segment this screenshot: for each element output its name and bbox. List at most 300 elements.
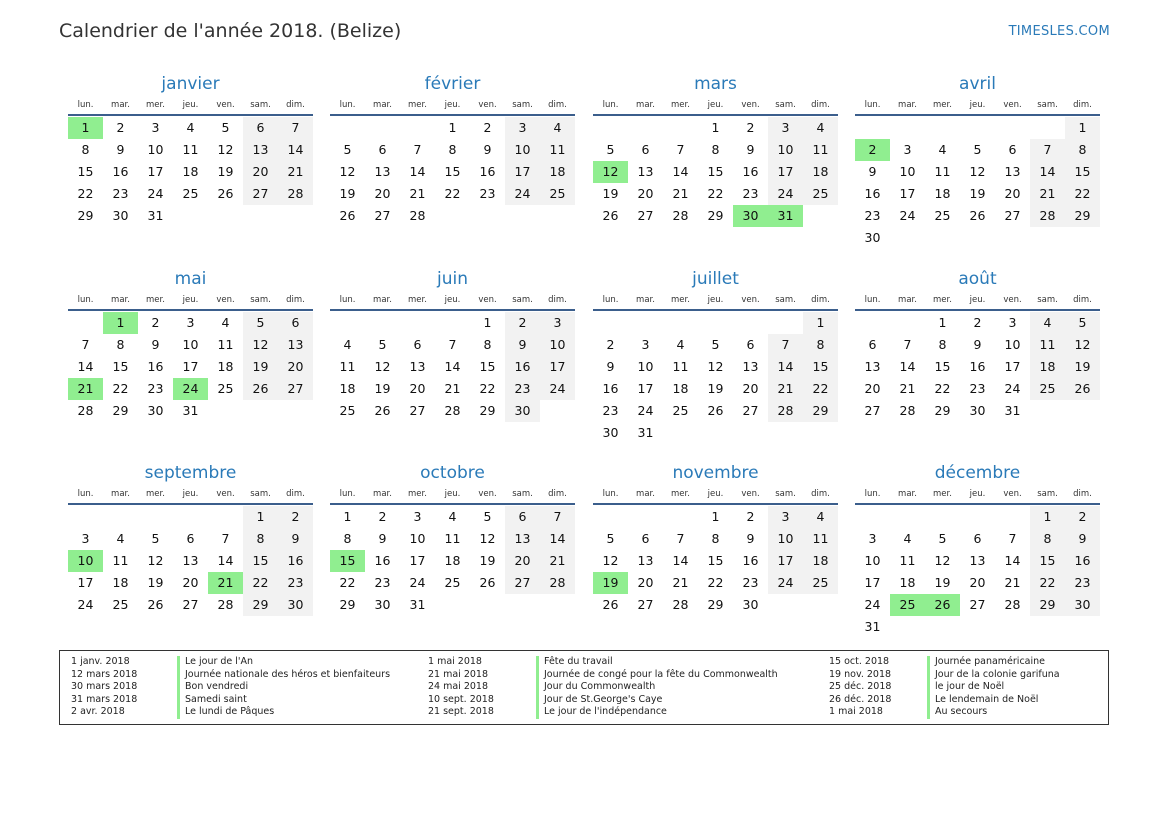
day-cell: 15: [707, 164, 724, 179]
day-cell: 28: [217, 597, 234, 612]
day-cell: 6: [868, 337, 877, 352]
day-cell: 2: [746, 509, 755, 524]
day-cell: 8: [243, 528, 278, 550]
day-cell: 5: [151, 531, 160, 546]
day-cell: 19: [602, 186, 619, 201]
holiday-name: Jour du Commonwealth: [536, 681, 655, 694]
day-cell: 3: [903, 142, 912, 157]
weekday-label: mer.: [408, 489, 427, 499]
day-cell: 9: [746, 142, 755, 157]
day-cell: 13: [243, 139, 278, 161]
day-cell: 16: [742, 553, 759, 568]
month-name: octobre: [420, 463, 485, 483]
legend-row: [71, 668, 391, 682]
weekday-label: sam.: [1037, 295, 1058, 305]
day-cell: 5: [606, 142, 615, 157]
day-cell: 17: [182, 359, 199, 374]
weekday-label: jeu.: [707, 100, 724, 110]
day-cell: 3: [540, 312, 575, 334]
holiday-day-cell: 10: [68, 550, 103, 572]
day-cell: 27: [1004, 208, 1021, 223]
day-cell: 5: [221, 120, 230, 135]
weekday-header: [593, 293, 838, 311]
day-cell: 20: [278, 356, 313, 378]
day-cell: 16: [112, 164, 129, 179]
holiday-day-cell: 21: [208, 572, 243, 594]
weekday-label: sam.: [775, 295, 796, 305]
day-cell: 29: [243, 594, 278, 616]
legend-row: [71, 656, 254, 669]
day-cell: 8: [483, 337, 492, 352]
weekday-label: jeu.: [444, 295, 461, 305]
day-cell: 2: [278, 506, 313, 528]
weekday-label: dim.: [548, 489, 567, 499]
weekday-label: dim.: [1073, 489, 1092, 499]
day-cell: 18: [339, 381, 356, 396]
day-cell: 11: [672, 359, 689, 374]
weekday-label: dim.: [811, 295, 830, 305]
day-cell: 23: [742, 575, 759, 590]
holiday-day-cell: 21: [68, 378, 103, 400]
weekday-label: mer.: [146, 489, 165, 499]
day-cell: 29: [803, 400, 838, 422]
weekday-label: jeu.: [444, 100, 461, 110]
holiday-date: 1 mai 2018: [829, 706, 883, 718]
day-cell: 20: [637, 575, 654, 590]
day-cell: 7: [676, 142, 685, 157]
month-name: juin: [437, 269, 468, 289]
day-cell: 15: [77, 164, 94, 179]
days-grid: [593, 117, 838, 249]
month-name: février: [424, 74, 481, 94]
weekday-header: [330, 293, 575, 311]
day-cell: 10: [409, 531, 426, 546]
day-cell: 22: [803, 378, 838, 400]
month-name: décembre: [934, 463, 1021, 483]
day-cell: 13: [742, 359, 759, 374]
day-cell: 10: [147, 142, 164, 157]
day-cell: 19: [969, 186, 986, 201]
day-cell: 24: [77, 597, 94, 612]
weekday-label: sam.: [775, 100, 796, 110]
weekday-label: mar.: [898, 489, 917, 499]
day-cell: 8: [116, 337, 125, 352]
weekday-label: dim.: [286, 295, 305, 305]
day-cell: 12: [147, 553, 164, 568]
month-10: [330, 462, 575, 638]
weekday-label: lun.: [339, 100, 356, 110]
day-cell: 26: [243, 378, 278, 400]
holiday-date: 24 mai 2018: [428, 681, 489, 693]
day-cell: 1: [1030, 506, 1065, 528]
weekday-label: dim.: [286, 489, 305, 499]
day-cell: 6: [243, 117, 278, 139]
day-cell: 25: [934, 208, 951, 223]
holiday-name: Jour de la colonie garifuna: [927, 669, 1060, 682]
day-cell: 24: [899, 208, 916, 223]
day-cell: 2: [1065, 506, 1100, 528]
weekday-label: sam.: [250, 489, 271, 499]
day-cell: 25: [803, 572, 838, 594]
day-cell: 27: [637, 597, 654, 612]
day-cell: 29: [1030, 594, 1065, 616]
day-cell: 26: [147, 597, 164, 612]
day-cell: 25: [540, 183, 575, 205]
day-cell: 31: [409, 597, 426, 612]
day-cell: 18: [803, 161, 838, 183]
day-cell: 30: [602, 425, 619, 440]
day-cell: 23: [602, 403, 619, 418]
day-cell: 1: [711, 509, 720, 524]
day-cell: 28: [1030, 205, 1065, 227]
day-cell: 13: [637, 553, 654, 568]
weekday-label: mar.: [111, 100, 130, 110]
day-cell: 22: [77, 186, 94, 201]
legend-column: [71, 656, 391, 719]
weekday-header: [68, 293, 313, 311]
day-cell: 16: [147, 359, 164, 374]
holiday-date: 26 déc. 2018: [829, 693, 892, 705]
day-cell: 31: [864, 619, 881, 634]
day-cell: 29: [934, 403, 951, 418]
day-cell: 19: [707, 381, 724, 396]
month-name: janvier: [161, 74, 220, 94]
weekday-label: sam.: [250, 100, 271, 110]
weekday-label: lun.: [864, 295, 881, 305]
day-cell: 27: [505, 572, 540, 594]
day-cell: 7: [903, 337, 912, 352]
weekday-label: mar.: [636, 489, 655, 499]
day-cell: 28: [278, 183, 313, 205]
month-name: août: [958, 269, 997, 289]
holiday-name: le jour de Noël: [927, 681, 1004, 694]
legend-row: [829, 656, 1045, 669]
day-cell: 16: [278, 550, 313, 572]
day-cell: 9: [746, 531, 755, 546]
day-cell: 4: [343, 337, 352, 352]
day-cell: 29: [112, 403, 129, 418]
day-cell: 1: [1065, 117, 1100, 139]
weekday-label: mer.: [146, 100, 165, 110]
weekday-header: [855, 487, 1100, 505]
brand-link[interactable]: TIMESLES.COM: [1008, 24, 1110, 39]
weekday-header: [593, 487, 838, 505]
day-cell: 9: [378, 531, 387, 546]
day-cell: 24: [409, 575, 426, 590]
day-cell: 19: [934, 575, 951, 590]
days-grid: [68, 117, 313, 249]
month-6: [330, 268, 575, 444]
day-cell: 5: [243, 312, 278, 334]
day-cell: 21: [409, 186, 426, 201]
day-cell: 12: [243, 334, 278, 356]
day-cell: 2: [378, 509, 387, 524]
legend-row: [829, 681, 1005, 694]
day-cell: 5: [606, 531, 615, 546]
legend-row: [428, 693, 663, 707]
holiday-day-cell: 31: [768, 205, 803, 227]
weekday-label: sam.: [775, 489, 796, 499]
day-cell: 11: [934, 164, 951, 179]
day-cell: 13: [409, 359, 426, 374]
day-cell: 22: [707, 575, 724, 590]
day-cell: 17: [637, 381, 654, 396]
day-cell: 15: [112, 359, 129, 374]
day-cell: 11: [1030, 334, 1065, 356]
day-cell: 28: [672, 208, 689, 223]
month-name: septembre: [144, 463, 237, 483]
day-cell: 31: [147, 208, 164, 223]
weekday-label: ven.: [1003, 100, 1022, 110]
month-4: [855, 73, 1100, 249]
day-cell: 6: [641, 531, 650, 546]
day-cell: 27: [864, 403, 881, 418]
day-cell: 9: [278, 528, 313, 550]
day-cell: 16: [1065, 550, 1100, 572]
day-cell: 11: [444, 531, 461, 546]
day-cell: 9: [505, 334, 540, 356]
day-cell: 3: [505, 117, 540, 139]
day-cell: 20: [243, 161, 278, 183]
days-grid: [855, 117, 1100, 249]
day-cell: 8: [81, 142, 90, 157]
day-cell: 25: [339, 403, 356, 418]
day-cell: 23: [864, 208, 881, 223]
day-cell: 6: [1008, 142, 1017, 157]
legend-row: [428, 706, 667, 719]
weekday-label: jeu.: [969, 295, 986, 305]
day-cell: 17: [768, 550, 803, 572]
weekday-header: [68, 487, 313, 505]
day-cell: 16: [864, 186, 881, 201]
day-cell: 19: [479, 553, 496, 568]
weekday-label: mer.: [933, 295, 952, 305]
day-cell: 4: [903, 531, 912, 546]
day-cell: 5: [483, 509, 492, 524]
day-cell: 19: [1065, 356, 1100, 378]
holiday-day-cell: 24: [173, 378, 208, 400]
weekday-label: mer.: [933, 100, 952, 110]
month-12: [855, 462, 1100, 638]
day-cell: 14: [672, 164, 689, 179]
month-name: juillet: [692, 269, 739, 289]
day-cell: 4: [540, 117, 575, 139]
day-cell: 21: [1030, 183, 1065, 205]
day-cell: 22: [112, 381, 129, 396]
holiday-date: 2 avr. 2018: [71, 706, 125, 718]
holiday-day-cell: 25: [890, 594, 925, 616]
holiday-name: Le lendemain de Noël: [927, 694, 1038, 707]
day-cell: 26: [479, 575, 496, 590]
month-name: novembre: [672, 463, 759, 483]
weekday-label: lun.: [602, 489, 619, 499]
day-cell: 10: [1004, 337, 1021, 352]
day-cell: 27: [278, 378, 313, 400]
holiday-name: Au secours: [927, 706, 987, 719]
weekday-label: mer.: [408, 295, 427, 305]
day-cell: 2: [746, 120, 755, 135]
days-grid: [330, 506, 575, 638]
day-cell: 28: [768, 400, 803, 422]
day-cell: 29: [479, 403, 496, 418]
month-11: [593, 462, 838, 638]
day-cell: 5: [343, 142, 352, 157]
day-cell: 11: [803, 528, 838, 550]
weekday-label: lun.: [602, 295, 619, 305]
holiday-date: 19 nov. 2018: [829, 668, 892, 680]
weekday-label: jeu.: [182, 295, 199, 305]
weekday-label: mar.: [373, 489, 392, 499]
day-cell: 30: [505, 400, 540, 422]
day-cell: 18: [1030, 356, 1065, 378]
day-cell: 12: [934, 553, 951, 568]
day-cell: 17: [768, 161, 803, 183]
legend-row: [71, 706, 275, 719]
day-cell: 17: [409, 553, 426, 568]
day-cell: 21: [278, 161, 313, 183]
weekday-label: jeu.: [969, 489, 986, 499]
day-cell: 4: [221, 315, 230, 330]
legend-column: [428, 656, 778, 719]
day-cell: 20: [637, 186, 654, 201]
day-cell: 15: [707, 553, 724, 568]
weekday-label: mar.: [373, 295, 392, 305]
day-cell: 11: [339, 359, 356, 374]
day-cell: 25: [1030, 378, 1065, 400]
month-9: [68, 462, 313, 638]
day-cell: 7: [1008, 531, 1017, 546]
day-cell: 27: [409, 403, 426, 418]
weekday-label: ven.: [1003, 295, 1022, 305]
day-cell: 2: [973, 315, 982, 330]
holiday-name: Journée nationale des héros et bienfaiteurs: [177, 669, 390, 682]
weekday-label: sam.: [512, 100, 533, 110]
day-cell: 18: [672, 381, 689, 396]
month-3: [593, 73, 838, 249]
day-cell: 31: [637, 425, 654, 440]
day-cell: 6: [973, 531, 982, 546]
day-cell: 12: [374, 359, 391, 374]
day-cell: 19: [217, 164, 234, 179]
days-grid: [593, 312, 838, 444]
holiday-date: 12 mars 2018: [71, 668, 138, 680]
day-cell: 23: [374, 575, 391, 590]
day-cell: 10: [768, 139, 803, 161]
day-cell: 9: [1065, 528, 1100, 550]
day-cell: 22: [243, 572, 278, 594]
day-cell: 7: [221, 531, 230, 546]
day-cell: 13: [505, 528, 540, 550]
day-cell: 21: [1004, 575, 1021, 590]
holiday-name: Samedi saint: [177, 694, 247, 707]
holiday-name: Journée de congé pour la fête du Commonwealth: [536, 669, 778, 682]
day-cell: 11: [182, 142, 199, 157]
day-cell: 12: [479, 531, 496, 546]
day-cell: 26: [374, 403, 391, 418]
day-cell: 2: [606, 337, 615, 352]
weekday-label: ven.: [216, 100, 235, 110]
holiday-day-cell: 1: [68, 117, 103, 139]
holiday-date: 15 oct. 2018: [829, 656, 890, 667]
day-cell: 7: [768, 334, 803, 356]
holiday-name: Bon vendredi: [177, 681, 248, 694]
weekday-header: [330, 98, 575, 116]
weekday-header: [68, 98, 313, 116]
day-cell: 6: [378, 142, 387, 157]
weekday-header: [855, 293, 1100, 311]
day-cell: 15: [479, 359, 496, 374]
day-cell: 9: [116, 142, 125, 157]
day-cell: 14: [540, 528, 575, 550]
legend-row: [71, 681, 249, 694]
day-cell: 26: [602, 208, 619, 223]
days-grid: [330, 312, 575, 444]
day-cell: 21: [444, 381, 461, 396]
legend-row: [428, 681, 656, 694]
day-cell: 24: [768, 572, 803, 594]
day-cell: 15: [243, 550, 278, 572]
day-cell: 3: [641, 337, 650, 352]
day-cell: 23: [147, 381, 164, 396]
day-cell: 26: [602, 597, 619, 612]
days-grid: [855, 312, 1100, 444]
day-cell: 24: [864, 597, 881, 612]
day-cell: 12: [707, 359, 724, 374]
day-cell: 10: [182, 337, 199, 352]
day-cell: 31: [1004, 403, 1021, 418]
legend-row: [428, 668, 778, 682]
day-cell: 27: [243, 183, 278, 205]
day-cell: 23: [479, 186, 496, 201]
days-grid: [330, 117, 575, 249]
weekday-label: sam.: [512, 489, 533, 499]
day-cell: 4: [803, 117, 838, 139]
holiday-day-cell: 30: [733, 205, 768, 227]
weekday-label: lun.: [339, 489, 356, 499]
day-cell: 20: [374, 186, 391, 201]
day-cell: 8: [343, 531, 352, 546]
weekday-label: mar.: [636, 100, 655, 110]
day-cell: 17: [1004, 359, 1021, 374]
weekday-label: mer.: [671, 489, 690, 499]
day-cell: 28: [444, 403, 461, 418]
page-title: Calendrier de l'année 2018. (Belize): [59, 20, 402, 42]
day-cell: 1: [448, 120, 457, 135]
day-cell: 6: [278, 312, 313, 334]
day-cell: 30: [864, 230, 881, 245]
day-cell: 24: [1004, 381, 1021, 396]
day-cell: 30: [278, 594, 313, 616]
day-cell: 1: [243, 506, 278, 528]
day-cell: 21: [768, 378, 803, 400]
day-cell: 27: [637, 208, 654, 223]
day-cell: 23: [1065, 572, 1100, 594]
day-cell: 22: [479, 381, 496, 396]
day-cell: 23: [742, 186, 759, 201]
day-cell: 26: [339, 208, 356, 223]
day-cell: 28: [409, 208, 426, 223]
weekday-header: [855, 98, 1100, 116]
day-cell: 17: [147, 164, 164, 179]
weekday-label: mar.: [111, 489, 130, 499]
day-cell: 14: [217, 553, 234, 568]
day-cell: 13: [637, 164, 654, 179]
day-cell: 13: [374, 164, 391, 179]
day-cell: 1: [803, 312, 838, 334]
day-cell: 14: [409, 164, 426, 179]
day-cell: 7: [448, 337, 457, 352]
weekday-label: ven.: [478, 489, 497, 499]
